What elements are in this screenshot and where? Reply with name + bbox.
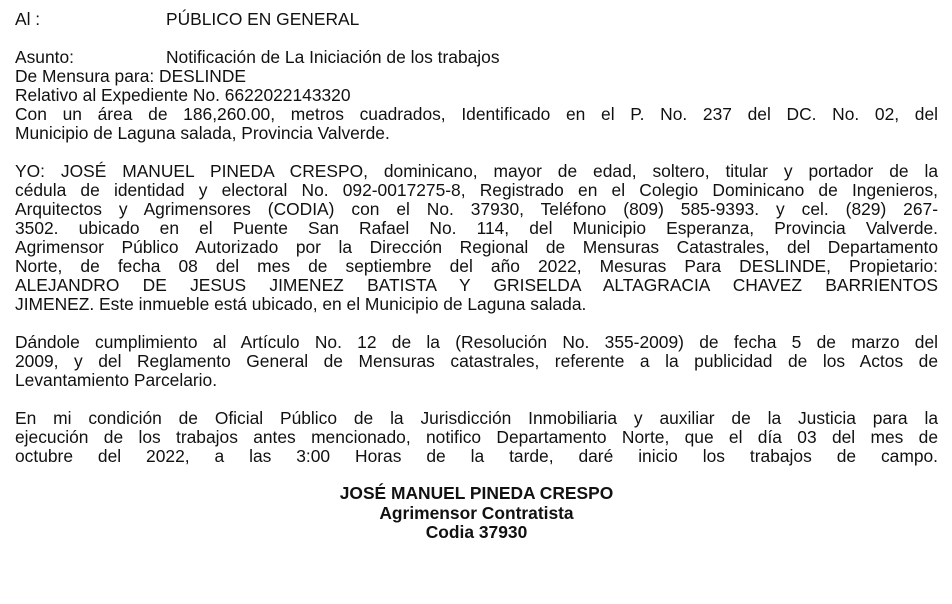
declarant-paragraph xyxy=(15,162,938,314)
paragraph-line: cédula de identidad y electoral No. 092-0017275-8, Registrado en el Colegio Dominicano de Ingenieros, xyxy=(15,180,938,200)
subject-label: Asunto: xyxy=(15,47,74,67)
paragraph-line: YO: JOSÉ MANUEL PINEDA CRESPO, dominicano, mayor de edad, soltero, titular y portador de la xyxy=(15,161,938,181)
signature-block xyxy=(15,484,938,543)
subject-row xyxy=(15,48,938,67)
file-number-line: Relativo al Expediente No. 6622022143320 xyxy=(15,85,351,105)
legal-basis-paragraph xyxy=(15,333,938,390)
signatory-codia: Codia 37930 xyxy=(425,522,528,542)
paragraph-line: JIMENEZ. Este inmueble está ubicado, en el Municipio de Laguna salada. xyxy=(15,294,587,314)
area-line-2: Municipio de Laguna salada, Provincia Valverde. xyxy=(15,123,390,143)
signatory-name: JOSÉ MANUEL PINEDA CRESPO xyxy=(339,483,614,503)
signatory-title: Agrimensor Contratista xyxy=(379,502,574,523)
paragraph-line: ejecución de los trabajos antes mencionado, notifico Departamento Norte, que el día 03 del mes de xyxy=(15,427,938,447)
paragraph-line: Arquitectos y Agrimensores (CODIA) con el No. 37930, Teléfono (809) 585-9393. y cel. (829) 267- xyxy=(15,199,938,219)
paragraph-line: En mi condición de Oficial Público de la Jurisdicción Inmobiliaria y auxiliar de la Justicia para la xyxy=(15,408,938,428)
recipient-value: PÚBLICO EN GENERAL xyxy=(166,9,360,29)
paragraph-line: Agrimensor Público Autorizado por la Dirección Regional de Mensuras Catastrales, del Departamento xyxy=(15,237,938,257)
paragraph-line: octubre del 2022, a las 3:00 Horas de la tarde, daré inicio los trabajos de campo. xyxy=(15,446,938,466)
paragraph-line: Dándole cumplimiento al Artículo No. 12 de la (Resolución No. 355-2009) de fecha 5 de marzo del xyxy=(15,332,938,352)
recipient-row xyxy=(15,10,938,29)
notification-paragraph xyxy=(15,409,938,466)
subject-value: Notificación de La Iniciación de los trabajos xyxy=(166,47,500,67)
paragraph-line: 2009, y del Reglamento General de Mensuras catastrales, referente a la publicidad de los Actos de xyxy=(15,351,938,371)
paragraph-line: Norte, de fecha 08 del mes de septiembre del año 2022, Mesuras Para DESLINDE, Propietario: xyxy=(15,256,938,276)
survey-type-line: De Mensura para: DESLINDE xyxy=(15,66,247,86)
paragraph-line: Levantamiento Parcelario. xyxy=(15,370,218,390)
area-line-1: Con un área de 186,260.00, metros cuadrados, Identificado en el P. No. 237 del DC. No. 02, del xyxy=(15,104,938,124)
paragraph-line: 3502. ubicado en el Puente San Rafael No. 114, del Municipio Esperanza, Provincia Valverde. xyxy=(15,218,938,238)
paragraph-line: ALEJANDRO DE JESUS JIMENEZ BATISTA Y GRISELDA ALTAGRACIA CHAVEZ BARRIENTOS xyxy=(15,275,938,295)
recipient-label: Al : xyxy=(15,9,41,29)
